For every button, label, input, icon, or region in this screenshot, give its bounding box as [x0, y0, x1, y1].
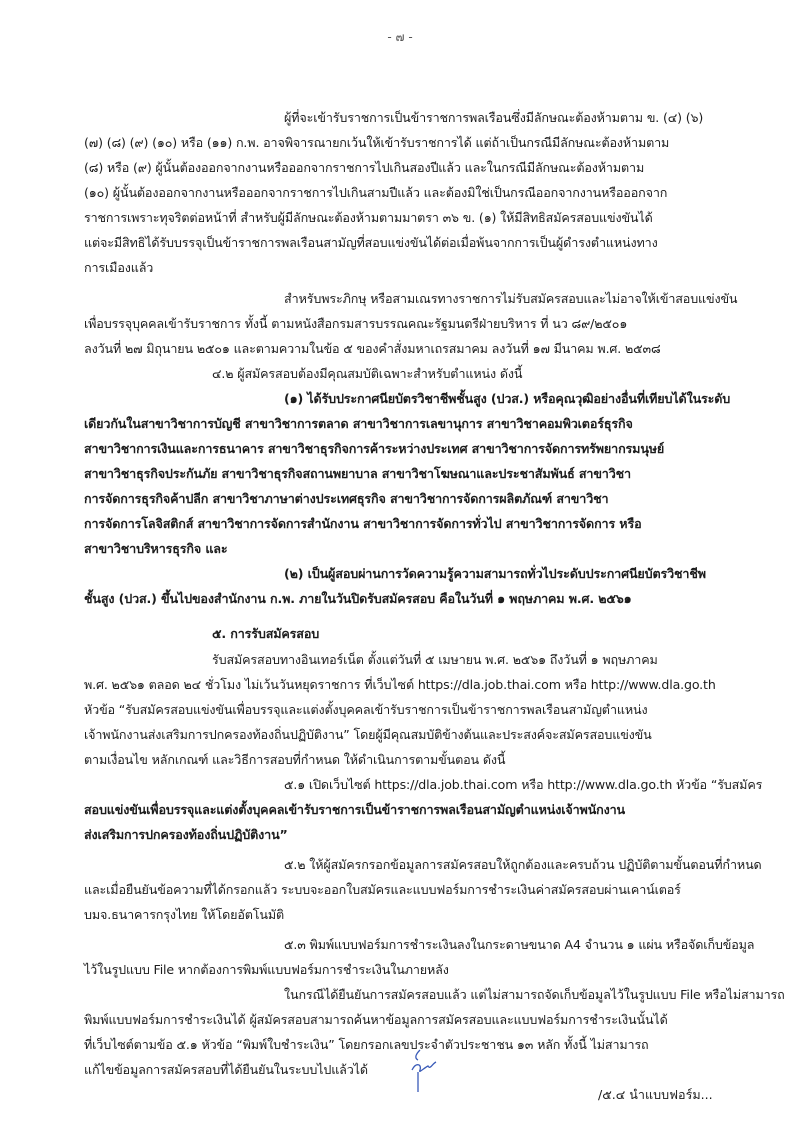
text-line: สอบแข่งขันเพื่อบรรจุและแต่งตั้งบุคคลเข้ารับราชการเป็นข้าราชการพลเรือนสามัญตำแหน่งเจ้าพนักงาน	[84, 802, 626, 817]
text-line: รับสมัครสอบทางอินเทอร์เน็ต ตั้งแต่วันที่ ๕ เมษายน พ.ศ. ๒๕๖๑ ถึงวันที่ ๑ พฤษภาคม	[212, 652, 658, 667]
text-line: (๑) ได้รับประกาศนียบัตรวิชาชีพชั้นสูง (ปวส.) หรือคุณวุฒิอย่างอื่นที่เทียบได้ในระดับ	[284, 391, 731, 406]
text-line: ส่งเสริมการปกครองท้องถิ่นปฏิบัติงาน”	[84, 827, 288, 842]
text-line: ๕. การรับสมัครสอบ	[212, 626, 320, 641]
text-line: การจัดการธุรกิจค้าปลีก สาขาวิชาภาษาต่างประเทศธุรกิจ สาขาวิชาการจัดการผลิตภัณฑ์ สาขาวิชา	[84, 491, 609, 506]
text-line: การเมืองแล้ว	[84, 260, 154, 275]
text-line: พ.ศ. ๒๕๖๑ ตลอด ๒๔ ชั่วโมง ไม่เว้นวันหยุดราชการ ที่เว็บไซต์ https://dla.job.thai.com หรือ http://www.dla.go.th	[84, 677, 716, 692]
text-line: ชั้นสูง (ปวส.) ขึ้นไปของสำนักงาน ก.พ. ภายในวันปิดรับสมัครสอบ คือในวันที่ ๑ พฤษภาคม พ.ศ. ๒๕๖๑	[84, 591, 632, 606]
text-line: และเมื่อยืนยันข้อความที่ได้กรอกแล้ว ระบบจะออกใบสมัครและแบบฟอร์มการชำระเงินค่าสมัครสอบผ่านเคาน์เตอร์	[84, 882, 681, 897]
text-line: การจัดการโลจิสติกส์ สาขาวิชาการจัดการสำนักงาน สาขาวิชาการจัดการทั่วไป สาขาวิชาการจัดการ หรือ	[84, 516, 642, 531]
text-line: เดียวกันในสาขาวิชาการบัญชี สาขาวิชาการตลาด สาขาวิชาการเลขานุการ สาขาวิชาคอมพิวเตอร์ธุรกิจ	[84, 416, 633, 431]
text-line: ไว้ในรูปแบบ File หากต้องการพิมพ์แบบฟอร์มการชำระเงินในภายหลัง	[84, 962, 449, 977]
text-line: สำหรับพระภิกษุ หรือสามเณรทางราชการไม่รับสมัครสอบและไม่อาจให้เข้าสอบแข่งขัน	[284, 291, 738, 306]
text-line: ลงวันที่ ๒๗ มิถุนายน ๒๕๐๑ และตามความในข้อ ๕ ของคำสั่งมหาเถรสมาคม ลงวันที่ ๑๗ มีนาคม พ.ศ. ๒๕๓๘	[84, 341, 661, 356]
page-number: - ๗ -	[387, 30, 413, 44]
text-line: ๕.๓ พิมพ์แบบฟอร์มการชำระเงินลงในกระดาษขนาด A4 จำนวน ๑ แผ่น หรือจัดเก็บข้อมูล	[284, 937, 755, 952]
text-line: ๔.๒ ผู้สมัครสอบต้องมีคุณสมบัติเฉพาะสำหรับตำแหน่ง ดังนี้	[212, 366, 523, 381]
text-line: เพื่อบรรจุบุคคลเข้ารับราชการ ทั้งนี้ ตามหนังสือกรมสารบรรณคณะรัฐมนตรีฝ่ายบริหาร ที่ นว ๘๙/๒๕๐๑	[84, 316, 628, 331]
text-line: ตามเงื่อนไข หลักเกณฑ์ และวิธีการสอบที่กำหนด ให้ดำเนินการตามขั้นตอน ดังนี้	[84, 752, 506, 767]
text-line: บมจ.ธนาคารกรุงไทย ให้โดยอัตโนมัติ	[84, 907, 285, 922]
signature-icon	[406, 1048, 440, 1094]
text-line: (๒) เป็นผู้สอบผ่านการวัดความรู้ความสามารถทั่วไประดับประกาศนียบัตรวิชาชีพ	[284, 566, 706, 581]
continuation-marker: /๕.๔ นำแบบฟอร์ม...	[598, 1087, 713, 1102]
text-line: ราชการเพราะทุจริตต่อหน้าที่ สำหรับผู้มีลักษณะต้องห้ามตามมาตรา ๓๖ ข. (๑) ให้มีสิทธิสมัครสอบแข่งขันได้	[84, 210, 653, 225]
text-line: สาขาวิชาธุรกิจประกันภัย สาขาวิชาธุรกิจสถานพยาบาล สาขาวิชาโฆษณาและประชาสัมพันธ์ สาขาวิชา	[84, 466, 631, 481]
text-line: พิมพ์แบบฟอร์มการชำระเงินได้ ผู้สมัครสอบสามารถค้นหาข้อมูลการสมัครสอบและแบบฟอร์มการชำระเงินนั้นได้	[84, 1012, 668, 1027]
text-line: เจ้าพนักงานส่งเสริมการปกครองท้องถิ่นปฏิบัติงาน” โดยผู้มีคุณสมบัติข้างต้นและประสงค์จะสมัครสอบแข่งขัน	[84, 727, 652, 742]
text-line: สาขาวิชาบริหารธุรกิจ และ	[84, 541, 228, 556]
text-line: (๑๐) ผู้นั้นต้องออกจากงานหรือออกจากราชการไปเกินสามปีแล้ว และต้องมิใช่เป็นกรณีออกจากงานหรือออกจาก	[84, 185, 668, 200]
text-line: แก้ไขข้อมูลการสมัครสอบที่ได้ยืนยันในระบบไปแล้วได้	[84, 1062, 368, 1077]
text-line: หัวข้อ “รับสมัครสอบแข่งขันเพื่อบรรจุและแต่งตั้งบุคคลเข้ารับราชการเป็นข้าราชการพลเรือนสามัญตำแหน่ง	[84, 702, 648, 717]
text-line: ๕.๑ เปิดเว็บไซต์ https://dla.job.thai.com หรือ http://www.dla.go.th หัวข้อ “รับสมัคร	[284, 777, 763, 792]
text-line: ๕.๒ ให้ผู้สมัครกรอกข้อมูลการสมัครสอบให้ถูกต้องและครบถ้วน ปฏิบัติตามขั้นตอนที่กำหนด	[284, 857, 762, 872]
text-line: (๘) หรือ (๙) ผู้นั้นต้องออกจากงานหรือออกจากราชการไปเกินสองปีแล้ว และในกรณีมีลักษณะต้องห้ามตาม	[84, 160, 645, 175]
text-line: (๗) (๘) (๙) (๑๐) หรือ (๑๑) ก.พ. อาจพิจารณายกเว้นให้เข้ารับราชการได้ แต่ถ้าเป็นกรณีมีลักษณะต้องห้ามตาม	[84, 135, 670, 150]
text-line: ในกรณีได้ยืนยันการสมัครสอบแล้ว แต่ไม่สามารถจัดเก็บข้อมูลไว้ในรูปแบบ File หรือไม่สามารถ	[284, 987, 785, 1002]
text-line: สาขาวิชาการเงินและการธนาคาร สาขาวิชาธุรกิจการค้าระหว่างประเทศ สาขาวิชาการจัดการทรัพยากรมนุษย์	[84, 441, 665, 456]
text-line: ที่เว็บไซต์ตามข้อ ๕.๑ หัวข้อ “พิมพ์ใบชำระเงิน” โดยกรอกเลขประจำตัวประชาชน ๑๓ หลัก ทั้งนี้ ไม่สามารถ	[84, 1037, 649, 1052]
text-line: แต่จะมีสิทธิได้รับบรรจุเป็นข้าราชการพลเรือนสามัญที่สอบแข่งขันได้ต่อเมื่อพ้นจากการเป็นผู้ดำรงตำแหน่งทาง	[84, 235, 658, 250]
text-line: ผู้ที่จะเข้ารับราชการเป็นข้าราชการพลเรือนซึ่งมีลักษณะต้องห้ามตาม ข. (๔) (๖)	[284, 110, 704, 125]
